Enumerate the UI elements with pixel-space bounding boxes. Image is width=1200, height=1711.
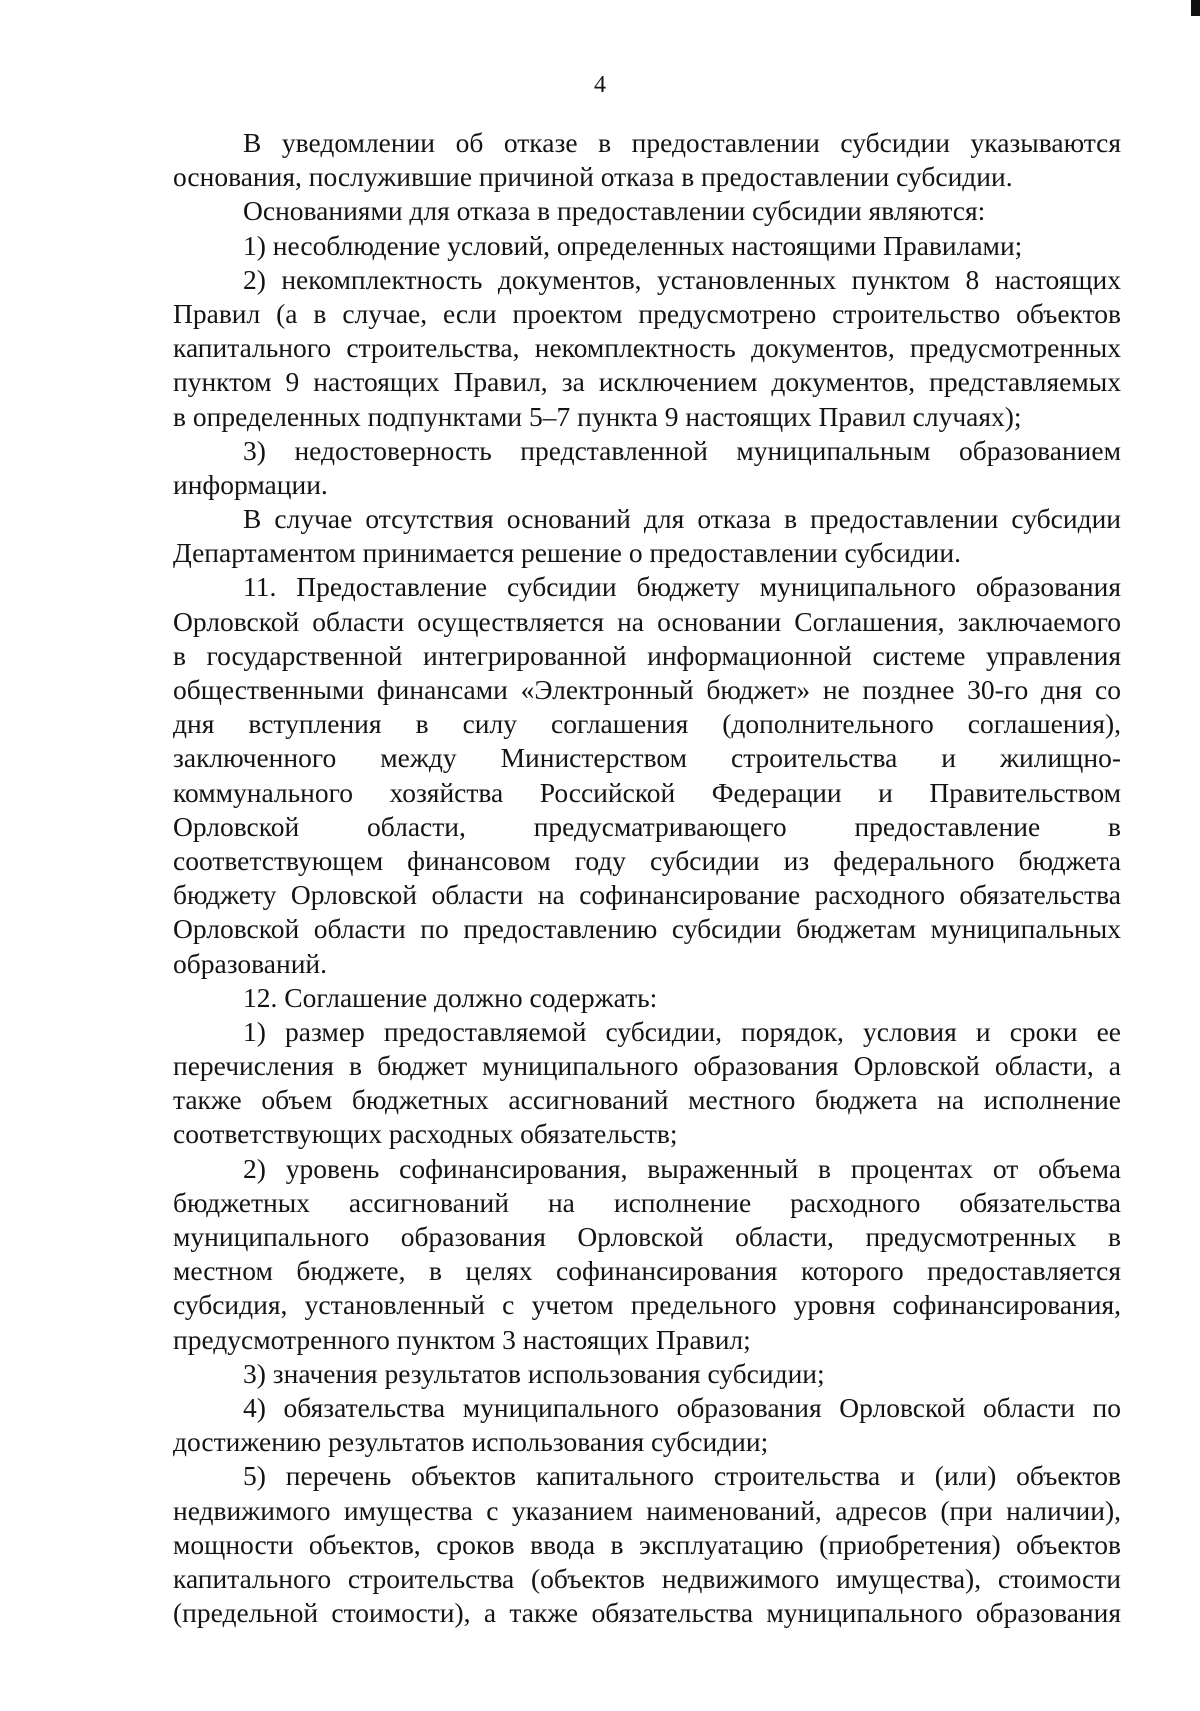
text-line: соответствующих расходных обязательств; xyxy=(173,1118,678,1150)
text-line: 1) несоблюдение условий, определенных настоящими Правилами; xyxy=(243,229,1023,261)
text-line: информации. xyxy=(173,468,328,500)
text-line: 4) обязательства муниципального образования Орловской области по xyxy=(243,1391,1121,1423)
text-line: капитального строительства, некомплектность документов, предусмотренных xyxy=(173,332,1121,364)
text-line: недвижимого имущества с указанием наименований, адресов (при наличии), xyxy=(173,1494,1121,1526)
text-line: 11. Предоставление субсидии бюджету муниципального образования xyxy=(243,571,1121,603)
text-line: субсидия, установленный с учетом предельного уровня софинансирования, xyxy=(173,1289,1121,1321)
text-line: заключенного между Министерством строительства и жилищно- xyxy=(173,742,1121,774)
text-line: Орловской области, предусматривающего предоставление в xyxy=(173,810,1121,842)
text-line: В случае отсутствия оснований для отказа в предоставлении субсидии xyxy=(243,503,1121,535)
text-line: местном бюджете, в целях софинансирования которого предоставляется xyxy=(173,1255,1121,1287)
text-line: муниципального образования Орловской области, предусмотренных в xyxy=(173,1221,1121,1252)
body-text xyxy=(173,126,1121,1630)
text-line: бюджету Орловской области на софинансирование расходного обязательства xyxy=(173,879,1121,911)
text-line: Основаниями для отказа в предоставлении субсидии являются: xyxy=(243,195,986,227)
text-line: в определенных подпунктами 5–7 пункта 9 настоящих Правил случаях); xyxy=(173,400,1022,432)
text-line: Правил (а в случае, если проектом предусмотрено строительство объектов xyxy=(173,297,1121,329)
text-line: Орловской области осуществляется на основании Соглашения, заключаемого xyxy=(173,605,1121,637)
text-line: (предельной стоимости), а также обязательства муниципального образования xyxy=(173,1597,1121,1629)
text-line: 3) недостоверность представленной муниципальным образованием xyxy=(243,434,1121,466)
text-line: предусмотренного пунктом 3 настоящих Правил; xyxy=(173,1323,751,1355)
text-line: Орловской области по предоставлению субсидии бюджетам муниципальных xyxy=(173,913,1121,945)
text-line: образований. xyxy=(173,947,328,979)
text-line: бюджетных ассигнований на исполнение расходного обязательства xyxy=(173,1186,1121,1218)
text-line: 3) значения результатов использования субсидии; xyxy=(243,1357,825,1389)
text-line: 12. Соглашение должно содержать: xyxy=(243,981,658,1013)
text-line: основания, послужившие причиной отказа в предоставлении субсидии. xyxy=(173,161,1013,193)
text-line: пунктом 9 настоящих Правил, за исключением документов, представляемых xyxy=(173,366,1121,398)
text-line: также объем бюджетных ассигнований местного бюджета на исполнение xyxy=(173,1084,1121,1116)
text-line: Департаментом принимается решение о предоставлении субсидии. xyxy=(173,537,961,569)
text-line: в государственной интегрированной информационной системе управления xyxy=(173,639,1121,671)
text-line: перечисления в бюджет муниципального образования Орловской области, а xyxy=(173,1050,1121,1082)
text-line: общественными финансами «Электронный бюджет» не позднее 30-го дня со xyxy=(173,674,1121,705)
page-number: 4 xyxy=(594,72,606,98)
text-line: 2) некомплектность документов, установленных пунктом 8 настоящих xyxy=(243,263,1121,295)
text-line: достижению результатов использования субсидии; xyxy=(173,1426,769,1458)
text-line: капитального строительства (объектов недвижимого имущества), стоимости xyxy=(173,1562,1121,1594)
text-line: 2) уровень софинансирования, выраженный в процентах от объема xyxy=(243,1152,1121,1184)
text-line: 1) размер предоставляемой субсидии, порядок, условия и сроки ее xyxy=(243,1015,1121,1047)
text-line: дня вступления в силу соглашения (дополнительного соглашения), xyxy=(173,708,1121,740)
text-line: мощности объектов, сроков ввода в эксплуатацию (приобретения) объектов xyxy=(173,1528,1121,1560)
text-line: соответствующем финансовом году субсидии из федерального бюджета xyxy=(173,844,1121,876)
text-line: В уведомлении об отказе в предоставлении субсидии указываются xyxy=(243,127,1121,158)
scan-corner-mark xyxy=(1191,0,1200,16)
text-line: 5) перечень объектов капитального строительства и (или) объектов xyxy=(243,1460,1121,1492)
text-line: коммунального хозяйства Российской Федерации и Правительством xyxy=(173,776,1121,808)
